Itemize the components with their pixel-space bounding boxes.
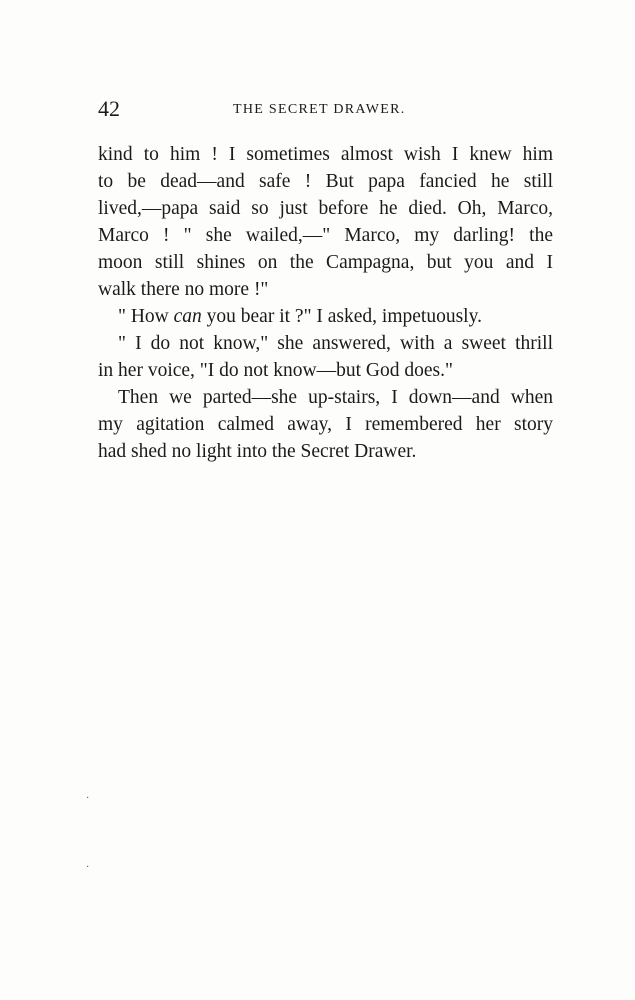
text-fragment: you bear it ?" I asked, impetuously. xyxy=(201,306,482,327)
running-head xyxy=(98,94,553,124)
body-text xyxy=(98,141,553,465)
text-line: walk there no more !" xyxy=(98,279,269,300)
text-line: Marco ! " she wailed,—" Marco, my darling! the xyxy=(98,225,553,246)
text-line: in her voice, "I do not know—but God does." xyxy=(98,360,453,381)
text-line: moon still shines on the Campagna, but you and I xyxy=(98,252,553,273)
running-title: THE SECRET DRAWER. xyxy=(233,102,406,117)
text-line: kind to him ! I sometimes almost wish I knew him xyxy=(98,144,553,165)
scan-speck-icon: · xyxy=(86,862,90,873)
text-line: my agitation calmed away, I remembered her story xyxy=(98,414,553,435)
text-line: Then we parted—she up-stairs, I down—and when xyxy=(118,387,553,408)
page-number: 42 xyxy=(98,96,120,121)
text-line xyxy=(98,303,553,330)
emphasis: can xyxy=(173,306,202,327)
scan-speck-icon: · xyxy=(86,793,90,804)
text-line: had shed no light into the Secret Drawer. xyxy=(98,441,417,462)
text-fragment: " How xyxy=(118,306,174,327)
text-line: to be dead—and safe ! But papa fancied he still xyxy=(98,171,553,192)
text-line: lived,—papa said so just before he died. Oh, Marco, xyxy=(98,198,553,219)
text-line: " I do not know," she answered, with a sweet thrill xyxy=(118,333,553,354)
